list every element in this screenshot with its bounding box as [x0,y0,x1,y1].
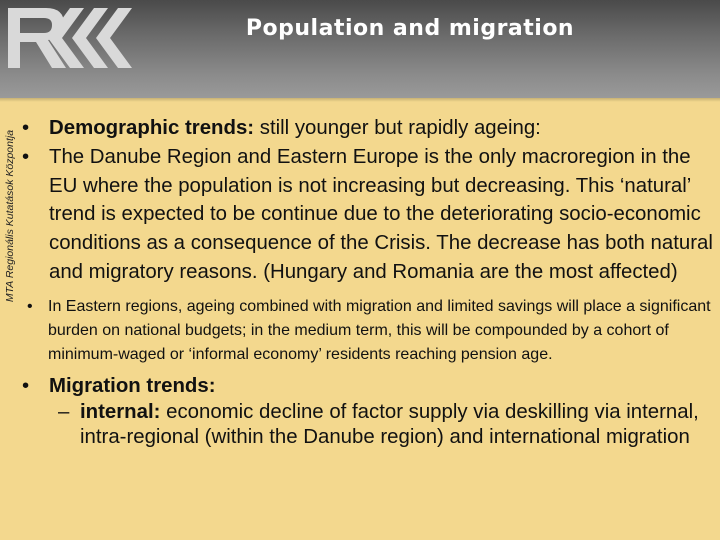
internal-label: internal: [80,401,161,424]
slide-content [20,114,716,450]
bullet-icon: • [22,374,30,397]
demographic-trends-text: still younger but rapidly ageing: [254,117,541,139]
bullet-icon: • [22,145,30,168]
bullet-list [20,114,716,400]
bullet-demographic-trends [20,114,716,143]
slide-title: Population and migration [245,16,575,41]
bullet-icon: • [27,297,33,315]
migration-trends-label: Migration trends: [49,374,216,397]
vertical-institution-label: MTA Regionális Kutatások Központja [4,129,16,303]
sub-bullet-internal [20,400,716,450]
sidebar [0,102,20,330]
danube-region-text: The Danube Region and Eastern Europe is the only macroregion in the EU where the population is not increasing but decreasing. This ‘natural’ trend is expected to be continue due to the deteriorating socio-economic conditions as a consequence of the Crisis. The decrease has both natural and migratory reasons. (Hungary and Romania are the most affected) [49,145,713,283]
bullet-eastern-regions [20,295,716,368]
dash-icon: – [58,401,70,424]
eastern-regions-text: In Eastern regions, ageing combined with migration and limited savings will place a significant burden on national budgets; in the medium term, this will be compounded by a cohort of minimum-waged or ‘informal economy’ residents reaching pension age. [48,297,711,364]
slide-header [0,0,720,98]
header-divider [0,98,720,102]
bullet-danube-region [20,143,716,287]
demographic-trends-label: Demographic trends: [49,117,255,139]
internal-text: economic decline of factor supply via deskilling via internal, intra-regional (within the Danube region) and international migration [80,401,699,449]
rkk-logo-icon [0,0,140,80]
bullet-icon: • [22,117,30,139]
bullet-migration-trends [20,372,716,401]
